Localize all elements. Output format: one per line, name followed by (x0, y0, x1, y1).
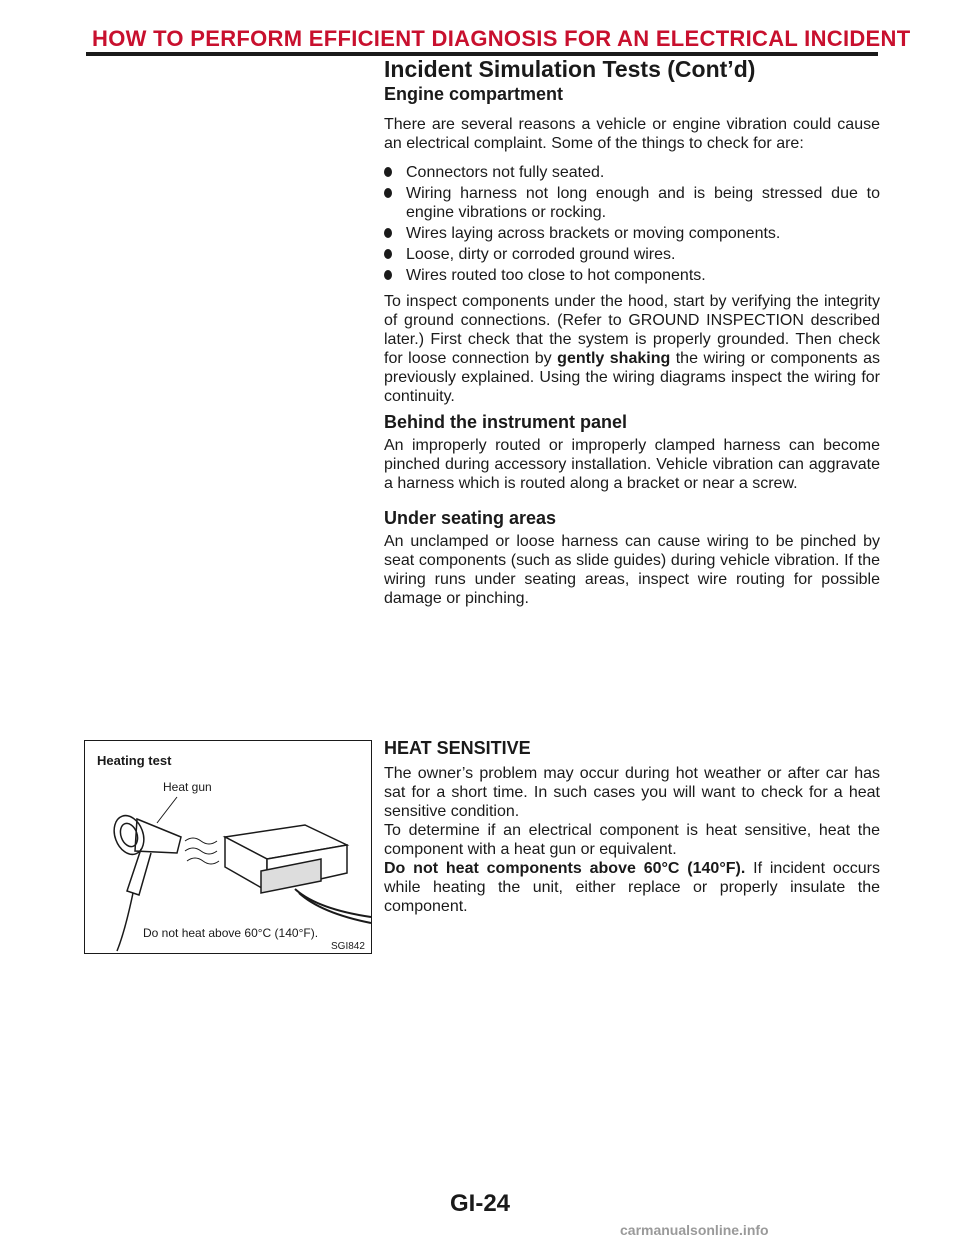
page-number: GI-24 (449, 1190, 511, 1217)
bullet-icon (384, 188, 392, 198)
heating-test-illustration (85, 741, 373, 955)
instrument-heading: Behind the instrument panel (384, 412, 628, 432)
wiring-harness-icon (295, 889, 371, 923)
emphasis-gently-shaking: gently shaking (557, 350, 671, 367)
figure-label-heat-gun: Heat gun (163, 780, 212, 794)
page-header-title: HOW TO PERFORM EFFICIENT DIAGNOSIS FOR AN ELECTRICAL INCIDENT (92, 26, 911, 51)
bullet-icon (384, 270, 392, 280)
bullet-icon (384, 228, 392, 238)
watermark-site: carmanualsonline.info (620, 1222, 769, 1238)
heat-warning: Do not heat components above 60°C (140°F). (384, 860, 746, 877)
figure-code: SGI842 (331, 941, 365, 952)
section-title: Incident Simulation Tests (Cont’d) (384, 56, 756, 82)
engine-inspection-paragraph: To inspect components under the hood, start by verifying the integrity of ground connections. (Refer to GROUND INSPECTION described later.) First check that the system is properly grounded. Then check for loose connection by gently shaking the wiring or components as previously explained. Using the wiring diagrams inspect the wiring for continuity. (384, 293, 881, 405)
list-item: Wires routed too close to hot components. (384, 266, 880, 285)
heat-paragraph-1: The owner’s problem may occur during hot weather or after car has sat for a short time. In such cases you will want to check for a heat sensitive condition. (384, 765, 880, 820)
list-item: Connectors not fully seated. (384, 163, 880, 182)
heat-sensitive-heading: HEAT SENSITIVE (384, 738, 531, 758)
bullet-icon (384, 249, 392, 259)
hot-air-icon (185, 838, 219, 864)
list-item: Wires laying across brackets or moving components. (384, 224, 880, 243)
heat-warning-paragraph: Do not heat components above 60°C (140°F). If incident occurs while heating the unit, either replace or properly insulate the component. (384, 860, 880, 915)
seating-heading: Under seating areas (384, 508, 557, 528)
list-item: Loose, dirty or corroded ground wires. (384, 245, 880, 264)
engine-checklist (384, 163, 880, 287)
heating-test-figure (84, 740, 372, 954)
list-item: Wiring harness not long enough and is being stressed due to engine vibrations or rocking. (384, 184, 880, 222)
bullet-icon (384, 167, 392, 177)
engine-heading: Engine compartment (384, 84, 564, 104)
figure-title: Heating test (97, 753, 172, 768)
engine-intro: There are several reasons a vehicle or engine vibration could cause an electrical complaint. Some of the things to check for are: (384, 116, 880, 152)
leader-line (157, 797, 177, 823)
figure-caption: Do not heat above 60°C (140°F). (143, 926, 319, 940)
seating-paragraph: An unclamped or loose harness can cause wiring to be pinched by seat components (such as slide guides) during vehicle vibration. If the wiring runs under seating areas, inspect wire routing for possible damage or pinching. (384, 533, 880, 607)
instrument-paragraph: An improperly routed or improperly clamped harness can become pinched during accessory installation. Vehicle vibration can aggravate a harness which is routed along a bracket or near a screw. (384, 437, 880, 492)
heat-paragraph-2: To determine if an electrical component is heat sensitive, heat the component with a heat gun or equivalent. (384, 822, 880, 858)
control-unit-icon (225, 825, 347, 893)
